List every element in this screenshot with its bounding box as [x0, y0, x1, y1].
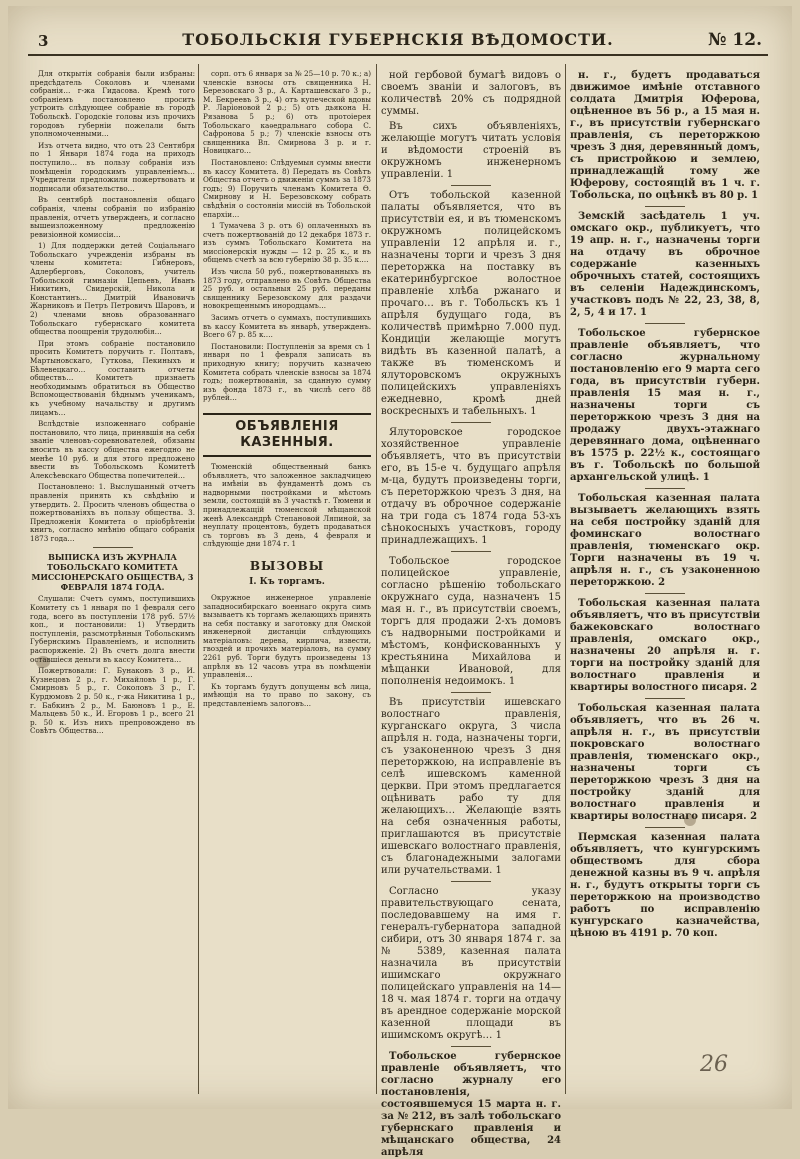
paragraph: Засимъ отчетъ о суммахъ, поступившихъ въ кассу Комитета въ январѣ, утвержденъ. Всего 67 р. 85 к.…	[203, 313, 371, 340]
paragraph: Согласно указу правительствующаго сената, последовавшему на имя г. генералъ-губернатора западной сибири, отъ 30 января 1874 г. за № 5389, казенная палата назначила въ присутствіи ишимскаго окружнаго полицейскаго управленія на 14—18 ч. мая 1874 г. торги на отдачу въ арендное содержаніе морской казенной площади въ ишимскомъ округѣ… 1	[381, 886, 561, 1041]
paragraph: Отъ тобольской казенной палаты объявляется, что въ присутствіи ея, и въ тюменскомъ окружномъ полицейскомъ управленіи 12 апрѣля и. г., назначены торги и чрезъ 3 дня переторжка на поставку въ екатеринбургское волостное правленіе хлѣба ржанаго и прочаго… въ г. Тобольскъ къ 1 апрѣля будущаго года, въ количествѣ примѣрно 7.000 пуд. Кондиціи желающіе могутъ видѣть въ казенной палатѣ, а также въ тюменскомъ и ялуторовскомъ окружныхъ полицейскихъ управленіяхъ ежедневно, кромѣ дней воскресныхъ и табельныхъ. 1	[381, 190, 561, 417]
paragraph: Тобольская казенная палата вызываетъ желающихъ взять на себя постройку зданій для фоминскаго волостнаго правленія, тюменскаго окр. Торги назначены въ 19 ч. апрѣля н. г., съ узаконенною переторжкою. 2	[570, 493, 760, 588]
column-3	[381, 70, 561, 1158]
paragraph: ной гербовой бумагѣ видовъ о своемъ званіи и залоговъ, въ количествѣ 20% съ подрядной суммы.	[381, 70, 561, 117]
paragraph: Пермская казенная палата объявляетъ, что кунгурскимъ обществомъ для сбора денежной казны въ 9 ч. апрѣля н. г., будутъ открыты торги съ переторжкою на производство работъ по исправленію кунгурскаго казначейства, цѣною въ 4191 р. 70 коп.	[570, 832, 760, 939]
separator	[451, 692, 491, 693]
paragraph: Къ торгамъ будутъ допущены всѣ лица, имѣющія на то право по закону, съ представленіемъ залоговъ…	[203, 681, 371, 709]
paragraph: 1) Для поддержки детей Соцiальнаго Тобольскаго учрежденія избраны въ члены комитета: Гибнеровъ, Адлерберговъ, Соколовъ, учитель Тобольской гимназіи Цепьевъ, Иванъ Никитинъ, Свидерскiй, Никола и Константинъ… Дмитрій Ивановичъ Жарниковъ и Петръ Петровичъ Шаровъ, и 2) членами вновь образованнаго Тобольскаго губернскаго комитета общества поощренія трудолюбія…	[30, 241, 195, 337]
paragraph: При этомъ собраніе постановило просить Комитетъ поручить г. Полтавъ, Мартыновскаго, Гуткова, Пекиныхъ и Бѣлевецкаго… составить отчеты обществъ… Комитетъ признаетъ необходимымъ обратиться въ Общество Вспомоществованія бѣднымъ ученикамъ, къ учебному начальству и другимъ лицамъ…	[30, 338, 195, 417]
separator	[451, 1046, 491, 1047]
paragraph: 1 Тумачева 3 р. отъ 6) оплаченныхъ въ счетъ пожертвованій до 12 декабря 1873 г. изъ суммъ Тобольскаго Комитета на миссіонерскія нужды — 12 р. 25 к., и въ общемъ счетѣ за всю губернію 38 р. 35 к.…	[203, 221, 371, 265]
column-1	[30, 70, 195, 1090]
paragraph: Тобольское губернское правленіе объявляетъ, что согласно журнальному постановленію его 9 марта сего года, въ присутствіи губерн. правленія 15 мая н. г., назначены торги съ переторжкою чрезъ 3 дня на продажу двухъ-этажнаго деревяннаго дома, оцѣненнаго въ 1575 р. 22½ к., состоящаго въ г. Тобольскѣ по большой архангельской улицѣ. 1	[570, 328, 760, 483]
separator	[645, 593, 685, 594]
issue-number: № 12.	[708, 30, 762, 50]
paragraph: Окружное инженерное управленіе западносибирскаго военнаго округа симъ вызываетъ къ торгамъ желающихъ принять на себя поставку и заготовку для Омской инженерной дистанціи слѣдующихъ матеріаловъ: дерева, кирпича, извести, гвоздей и прочихъ матеріаловъ, на сумму 2261 руб. Торги будутъ произведены 13 апрѣля въ 12 часовъ утра въ помѣщеніи управленія…	[203, 592, 371, 680]
paragraph: Въ сихъ объявленіяхъ, желающіе могутъ читать условія и вѣдомости строеній въ окружномъ инженерномъ управленіи. 1	[381, 121, 561, 180]
paragraph: Тюменскій общественный банкъ объявляетъ, что заложенное закладчицею на имѣніи въ фундаментѣ домъ съ надворными постройками и мѣстомъ земли, состоящій въ 3 участкѣ г. Тюмени и принадлежащій тюменской мѣщанской женѣ Александрѣ Степановой Ляпиной, за неуплату процентовъ, будетъ продаваться съ торговъ въ 3 день, 4 февраля и слѣдующіе дни 1874 г. 1	[203, 461, 371, 549]
paragraph: Пожертвовали: Г. Бунаковъ 3 р., И. Кузнецовъ 2 р., г. Михайловъ 1 р., Г. Смирновъ 5 р., г. Соколовъ 3 р., Г. Курдюмовъ 2 р. 50 к., г-жа Никитина 1 р., г. Бабкинъ 2 р., М. Баюновъ 1 р., Е. Мальцевъ 50 к., И. Егоровъ 1 р., всего 21 р. 50 к. Изъ нихъ препровождено въ Совѣтъ Общества…	[30, 666, 195, 736]
separator	[645, 206, 685, 207]
paragraph: Для открытія собранія были избраны: предсѣдатель Соколовъ и членами собранія… г-жа Гидасова. Кремѣ того собраніемъ постановлено просить устроить слѣдующее собраніе въ городѣ Тобольскѣ. Городскіе головы изъ прочихъ городовъ губерніи пожелали быть уполномоченными…	[30, 69, 195, 139]
separator	[451, 551, 491, 552]
page-number: 3	[38, 32, 49, 50]
section-heading-calls: ВЫЗОВЫ	[249, 558, 325, 573]
column-rule	[376, 64, 377, 1094]
separator	[645, 827, 685, 828]
separator	[645, 698, 685, 699]
paragraph: Въ присутствіи ишевскаго волостнаго правленія, курганскаго округа, 3 числа апрѣля н. года, назначены торги, съ узаконенною чрезъ 3 дня переторжкою, на исправленіе въ селѣ ишевскомъ каменной церкви. При этомъ предлагается оцѣнивать рабо ту для желающихъ… Желающіе взять на себя означенныя работы, приглашаются въ присутствіе ишевскаго волостнаго правленія, съ благонадежными залогами или ручательствами. 1	[381, 697, 561, 876]
paragraph: сорп. отъ 6 января за № 25—10 р. 70 к.; а) членскіе взносы отъ священника Н. Березовскаго 3 р., А. Карташевскаго 3 р., М. Бекреевъ 3 р., 4) отъ купеческой вдовы Р. Ларіоновой 2 р.; 5) отъ дьякона Н. Рязанова 5 р.; 6) отъ протоіерея Тобольскаго каѳедральнаго собора С. Сафронова 5 р.; 7) членскіе взносы отъ священника Вл. Смирнова 3 р. и г. Новицкаго…	[203, 69, 371, 156]
separator	[451, 422, 491, 423]
paragraph: Тобольское городское полицейское управленіе, согласно рѣшенію тобольскаго окружнаго суда, назначенъ 15 мая н. г., въ присутствіи своемъ, торгъ для продажи 2-хъ домовъ съ надворными постройками и мѣстомъ, конфискованныхъ у крестьянина Михайлова и мѣщанки Ивановой, для пополненія недоимокъ. 1	[381, 556, 561, 687]
separator	[451, 185, 491, 186]
separator	[645, 323, 685, 324]
paragraph: Въ сентябрѣ постановленія общаго собранія, члены собранія по избранію правленія, отчетъ утвержденъ, и согласно вышеизложенному предложенію ревизіонной комиссіи…	[30, 195, 195, 239]
separator	[451, 881, 491, 882]
paragraph: Вслѣдствіе изложеннаго собраніе постановило, что лица, принявшія на себя званіе членовъ-соревнователей, обязаны вносить въ кассу общества ежегодно не менѣе 10 руб. и для этого предложено ввести въ Тобольскомъ Комитетѣ Алексѣевскаго Общества попечителей…	[30, 419, 195, 480]
paragraph: Изъ числа 50 руб., пожертвованныхъ въ 1873 году, отправлено въ Совѣтъ Общества 25 руб. и остальныя 25 руб. переданы священнику Березовскому для раздачи новокрещеннымъ инородцамъ…	[203, 267, 371, 311]
paragraph: Постановили: Поступленія за время съ 1 января по 1 февраля записать въ приходную книгу; поручить казначею Комитета собрать членскіе взносы за 1874 годъ; пожертвованія, за сданную сумму изъ фонда 1873 г., въ числѣ сего 88 рублей…	[203, 341, 371, 403]
separator	[93, 547, 133, 548]
newspaper-title: ТОБОЛЬСКІЯ ГУБЕРНСКІЯ ВѢДОМОСТИ.	[182, 30, 614, 49]
column-4	[570, 70, 760, 1090]
paragraph: Постановлено: 1. Выслушанный отчетъ правленія принять къ свѣдѣнію и утвердить. 2. Просить членовъ общества о пожертвованіяхъ въ пользу общества. 3. Предложенія Комитета о пріобрѣтеніи книгъ, согласно мнѣнію общаго собранія 1873 года…	[30, 482, 195, 543]
paragraph: Земскій засѣдатель 1 уч. омскаго окр., публикуетъ, что 19 апр. н. г., назначены торги на отдачу въ оброчное содержаніе казенныхъ оброчныхъ статей, состоящихъ въ селеніи Надеждинскомъ, участковъ подъ № 22, 23, 38, 8, 2, 5, 4 и 17. 1	[570, 211, 760, 318]
column-2	[203, 70, 371, 1090]
separator	[645, 488, 685, 489]
column-rule	[565, 64, 566, 1094]
paragraph: Слушали: Счетъ суммъ, поступившихъ Комитету съ 1 января по 1 февраля сего года, всего въ поступленіи 178 руб. 57½ коп., и постановили: 1) Утвердить поступленія, разсмотрѣнныя Тобольскимъ Губернскимъ Правленіемъ, и исполнить распоряженіе. 2) Въ счетъ долга внести оставшіеся деньги въ кассу Комитета…	[30, 594, 195, 664]
section-heading: ВЫПИСКА ИЗЪ ЖУРНАЛА ТОБОЛЬСКАГО КОМИТЕТА МИССІОНЕРСКАГО ОБЩЕСТВА, 3 ФЕВРАЛЯ 1874 ГОДА.	[31, 552, 194, 593]
subsection-heading: I. Къ торгамъ.	[249, 576, 325, 587]
paragraph: Тобольская казенная палата объявляетъ, что въ присутствіи бажековскаго волостнаго правленія, омскаго окр., назначены 20 апрѣля н. г. торги на постройку зданій для волостнаго правленія и квартиры волостного писаря. 2	[570, 598, 760, 693]
paragraph: Тобольское губернское правленіе объявляетъ, что согласно журналу его постановленія, состоявшемуся 15 марта н. г. за № 212, въ залѣ тобольскаго губернскаго правленія и мѣщанскаго общества, 24 апрѣля	[381, 1051, 561, 1158]
paragraph: Постановлено: Слѣдуемыя суммы внести въ кассу Комитета. 8) Передать въ Совѣтъ Общества отчетъ о движеніи суммъ за 1873 годъ; 9) Поручить членамъ Комитета Ѳ. Смирнову и Н. Березовскому собрать свѣдѣнія о состояніи миссій въ Тобольской епархіи…	[203, 157, 371, 219]
announcements-banner: ОБЪЯВЛЕНІЯ КАЗЕННЫЯ.	[203, 413, 371, 457]
paragraph: н. г., будетъ продаваться движимое имѣніе отставного солдата Дмитрія Юферова, оцѣненное въ 56 р., а 15 мая н. г., въ присутствіи губернскаго правленія, съ переторжкою чрезъ 3 дня, деревянный домъ, съ пристройкою и землею, принадлежащій тому же Юферову, состоящій въ 1 ч. г. Тобольска, по оцѣнкѣ въ 80 р. 1	[570, 70, 760, 201]
column-rule	[198, 64, 199, 1094]
masthead	[28, 28, 768, 56]
paragraph: Изъ отчета видно, что отъ 23 Сентября по 1 Января 1874 года на приходъ поступило… въ пользу собранія изъ помѣщенія городскимъ управленіемъ… Учредители предложили пожертвовать и подписали обязательство…	[30, 140, 195, 193]
paragraph: Тобольская казенная палата объявляетъ, что въ 26 ч. апрѣля н. г., въ присутствіи покровскаго волостнаго правленія, тюменскаго окр., назначены торги съ переторжкою чрезъ 3 дня на постройку зданій для волостнаго правленія и квартиры волостнаго писаря. 2	[570, 703, 760, 822]
handwritten-page-note: 26	[700, 1052, 728, 1077]
paragraph: Ялуторовское городское хозяйственное управленіе объявляетъ, что въ присутствіи его, въ 15-е ч. будущаго апрѣля м-ца, будутъ произведены торги, съ переторжкою чрезъ 3 дня, на отдачу въ оброчное содержаніе на три года съ 1874 года 53-хъ сѣнокосныхъ участковъ, городу принадлежащихъ. 1	[381, 427, 561, 546]
